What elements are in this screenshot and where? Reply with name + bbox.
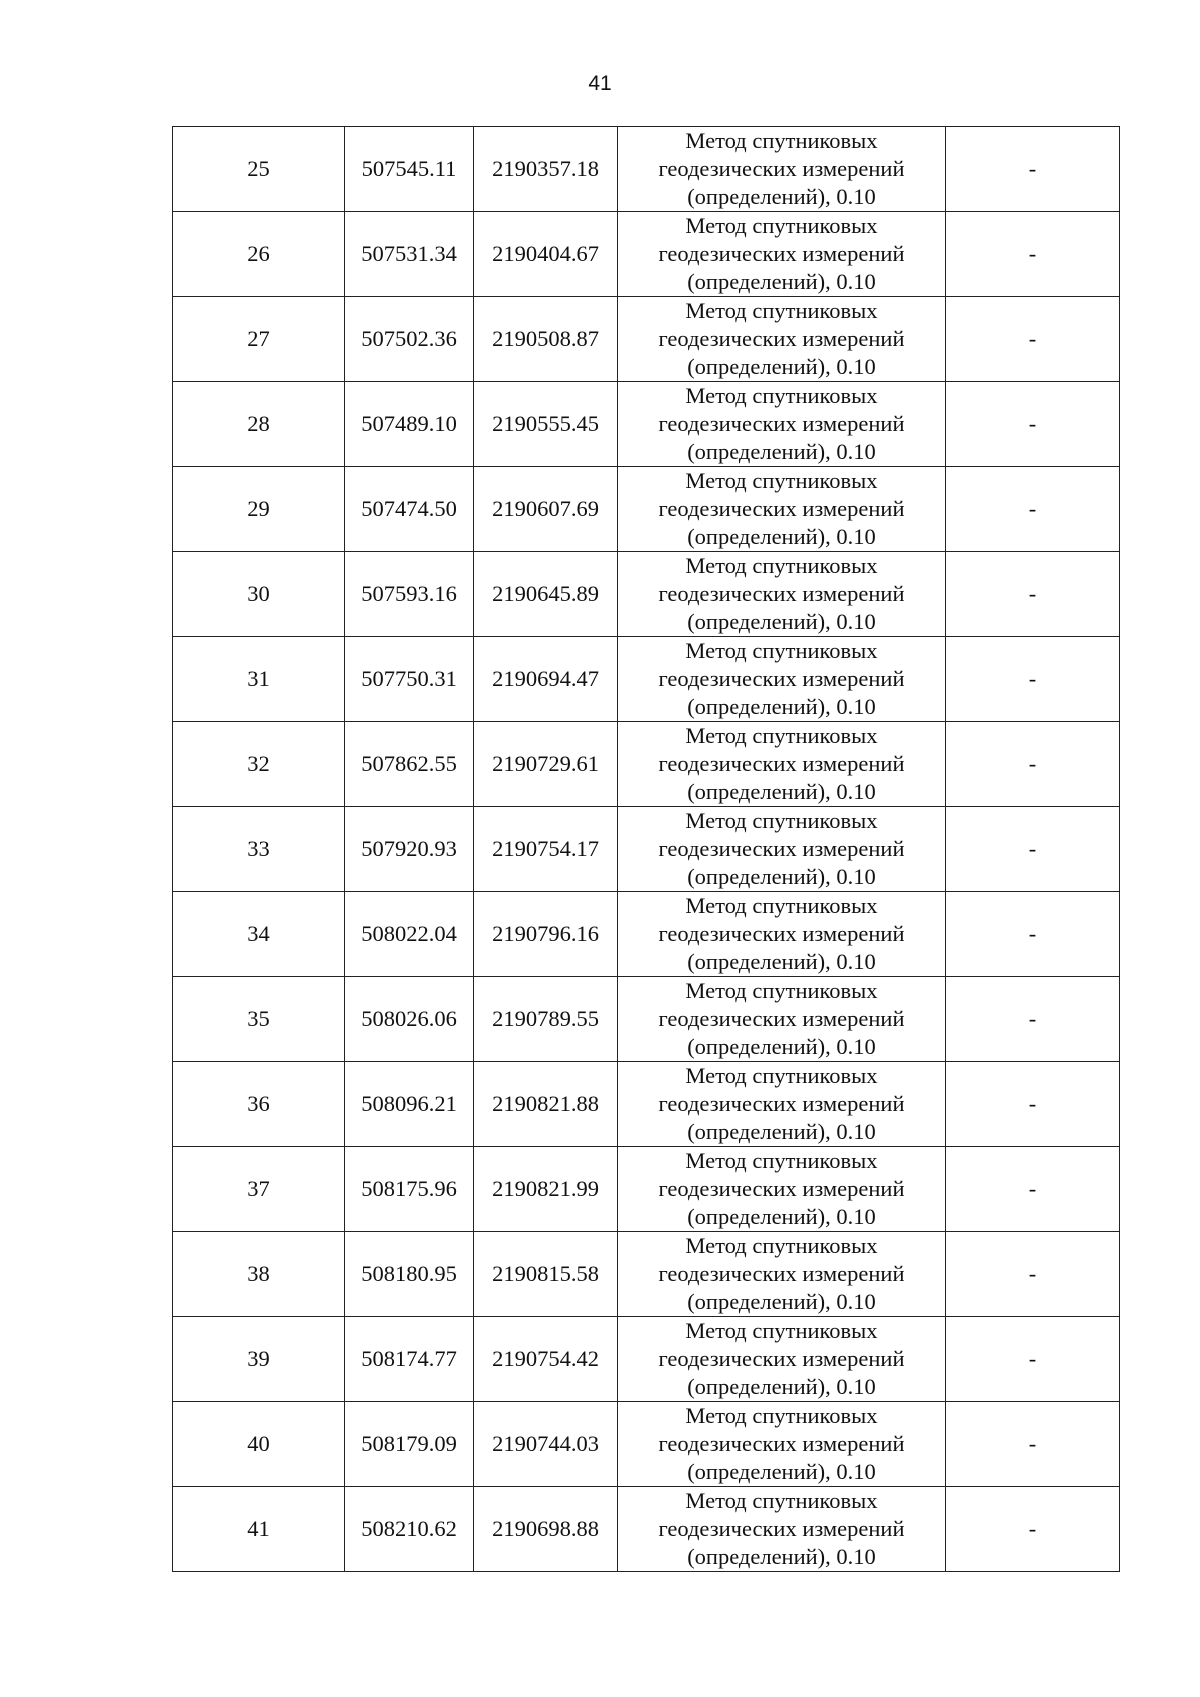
table-row bbox=[173, 637, 1120, 722]
y-coordinate-cell: 2190754.42 bbox=[474, 1317, 618, 1402]
description-cell: - bbox=[946, 637, 1120, 722]
y-coordinate-cell: 2190357.18 bbox=[474, 127, 618, 212]
point-number-cell: 34 bbox=[173, 892, 345, 977]
y-coordinate-cell: 2190821.99 bbox=[474, 1147, 618, 1232]
y-coordinate-cell: 2190607.69 bbox=[474, 467, 618, 552]
y-coordinate-cell: 2190698.88 bbox=[474, 1487, 618, 1572]
x-coordinate-cell: 508174.77 bbox=[345, 1317, 474, 1402]
x-coordinate-cell: 508026.06 bbox=[345, 977, 474, 1062]
method-cell: Метод спутниковых геодезических измерений (определений), 0.10 bbox=[618, 892, 946, 977]
x-coordinate-cell: 508180.95 bbox=[345, 1232, 474, 1317]
page-number: 41 bbox=[588, 72, 612, 95]
y-coordinate-cell: 2190645.89 bbox=[474, 552, 618, 637]
description-cell: - bbox=[946, 722, 1120, 807]
table-row bbox=[173, 1147, 1120, 1232]
y-coordinate-cell: 2190694.47 bbox=[474, 637, 618, 722]
method-cell: Метод спутниковых геодезических измерений (определений), 0.10 bbox=[618, 637, 946, 722]
description-cell: - bbox=[946, 1487, 1120, 1572]
y-coordinate-cell: 2190744.03 bbox=[474, 1402, 618, 1487]
method-cell: Метод спутниковых геодезических измерений (определений), 0.10 bbox=[618, 977, 946, 1062]
method-cell: Метод спутниковых геодезических измерений (определений), 0.10 bbox=[618, 382, 946, 467]
description-cell: - bbox=[946, 1402, 1120, 1487]
x-coordinate-cell: 507531.34 bbox=[345, 212, 474, 297]
y-coordinate-cell: 2190821.88 bbox=[474, 1062, 618, 1147]
y-coordinate-cell: 2190555.45 bbox=[474, 382, 618, 467]
y-coordinate-cell: 2190754.17 bbox=[474, 807, 618, 892]
point-number-cell: 36 bbox=[173, 1062, 345, 1147]
method-cell: Метод спутниковых геодезических измерений (определений), 0.10 bbox=[618, 127, 946, 212]
description-cell: - bbox=[946, 807, 1120, 892]
table-body bbox=[173, 127, 1120, 1572]
table-row bbox=[173, 1232, 1120, 1317]
table-row bbox=[173, 127, 1120, 212]
x-coordinate-cell: 508179.09 bbox=[345, 1402, 474, 1487]
description-cell: - bbox=[946, 977, 1120, 1062]
table-row bbox=[173, 382, 1120, 467]
point-number-cell: 35 bbox=[173, 977, 345, 1062]
point-number-cell: 31 bbox=[173, 637, 345, 722]
x-coordinate-cell: 507862.55 bbox=[345, 722, 474, 807]
method-cell: Метод спутниковых геодезических измерений (определений), 0.10 bbox=[618, 722, 946, 807]
table-row bbox=[173, 1402, 1120, 1487]
table-row bbox=[173, 467, 1120, 552]
description-cell: - bbox=[946, 1232, 1120, 1317]
method-cell: Метод спутниковых геодезических измерений (определений), 0.10 bbox=[618, 807, 946, 892]
x-coordinate-cell: 507750.31 bbox=[345, 637, 474, 722]
table-row bbox=[173, 807, 1120, 892]
point-number-cell: 30 bbox=[173, 552, 345, 637]
point-number-cell: 39 bbox=[173, 1317, 345, 1402]
y-coordinate-cell: 2190815.58 bbox=[474, 1232, 618, 1317]
description-cell: - bbox=[946, 297, 1120, 382]
coordinates-table bbox=[172, 126, 1120, 1572]
table-row bbox=[173, 212, 1120, 297]
x-coordinate-cell: 507920.93 bbox=[345, 807, 474, 892]
method-cell: Метод спутниковых геодезических измерений (определений), 0.10 bbox=[618, 1147, 946, 1232]
y-coordinate-cell: 2190729.61 bbox=[474, 722, 618, 807]
x-coordinate-cell: 507474.50 bbox=[345, 467, 474, 552]
description-cell: - bbox=[946, 552, 1120, 637]
point-number-cell: 37 bbox=[173, 1147, 345, 1232]
method-cell: Метод спутниковых геодезических измерений (определений), 0.10 bbox=[618, 552, 946, 637]
table-row bbox=[173, 297, 1120, 382]
y-coordinate-cell: 2190508.87 bbox=[474, 297, 618, 382]
point-number-cell: 41 bbox=[173, 1487, 345, 1572]
point-number-cell: 28 bbox=[173, 382, 345, 467]
table-row bbox=[173, 977, 1120, 1062]
x-coordinate-cell: 508022.04 bbox=[345, 892, 474, 977]
description-cell: - bbox=[946, 892, 1120, 977]
x-coordinate-cell: 507545.11 bbox=[345, 127, 474, 212]
description-cell: - bbox=[946, 1147, 1120, 1232]
table-row bbox=[173, 1062, 1120, 1147]
table-row bbox=[173, 1487, 1120, 1572]
method-cell: Метод спутниковых геодезических измерений (определений), 0.10 bbox=[618, 1402, 946, 1487]
description-cell: - bbox=[946, 382, 1120, 467]
y-coordinate-cell: 2190404.67 bbox=[474, 212, 618, 297]
point-number-cell: 32 bbox=[173, 722, 345, 807]
description-cell: - bbox=[946, 127, 1120, 212]
method-cell: Метод спутниковых геодезических измерений (определений), 0.10 bbox=[618, 212, 946, 297]
point-number-cell: 25 bbox=[173, 127, 345, 212]
table-row bbox=[173, 722, 1120, 807]
method-cell: Метод спутниковых геодезических измерений (определений), 0.10 bbox=[618, 297, 946, 382]
table-row bbox=[173, 1317, 1120, 1402]
point-number-cell: 38 bbox=[173, 1232, 345, 1317]
point-number-cell: 26 bbox=[173, 212, 345, 297]
method-cell: Метод спутниковых геодезических измерений (определений), 0.10 bbox=[618, 1062, 946, 1147]
y-coordinate-cell: 2190796.16 bbox=[474, 892, 618, 977]
x-coordinate-cell: 507593.16 bbox=[345, 552, 474, 637]
x-coordinate-cell: 508096.21 bbox=[345, 1062, 474, 1147]
x-coordinate-cell: 507502.36 bbox=[345, 297, 474, 382]
y-coordinate-cell: 2190789.55 bbox=[474, 977, 618, 1062]
x-coordinate-cell: 508210.62 bbox=[345, 1487, 474, 1572]
x-coordinate-cell: 507489.10 bbox=[345, 382, 474, 467]
method-cell: Метод спутниковых геодезических измерений (определений), 0.10 bbox=[618, 467, 946, 552]
description-cell: - bbox=[946, 1317, 1120, 1402]
table-row bbox=[173, 892, 1120, 977]
description-cell: - bbox=[946, 212, 1120, 297]
point-number-cell: 40 bbox=[173, 1402, 345, 1487]
x-coordinate-cell: 508175.96 bbox=[345, 1147, 474, 1232]
point-number-cell: 27 bbox=[173, 297, 345, 382]
method-cell: Метод спутниковых геодезических измерений (определений), 0.10 bbox=[618, 1487, 946, 1572]
point-number-cell: 29 bbox=[173, 467, 345, 552]
description-cell: - bbox=[946, 467, 1120, 552]
description-cell: - bbox=[946, 1062, 1120, 1147]
table-row bbox=[173, 552, 1120, 637]
method-cell: Метод спутниковых геодезических измерений (определений), 0.10 bbox=[618, 1232, 946, 1317]
point-number-cell: 33 bbox=[173, 807, 345, 892]
method-cell: Метод спутниковых геодезических измерений (определений), 0.10 bbox=[618, 1317, 946, 1402]
